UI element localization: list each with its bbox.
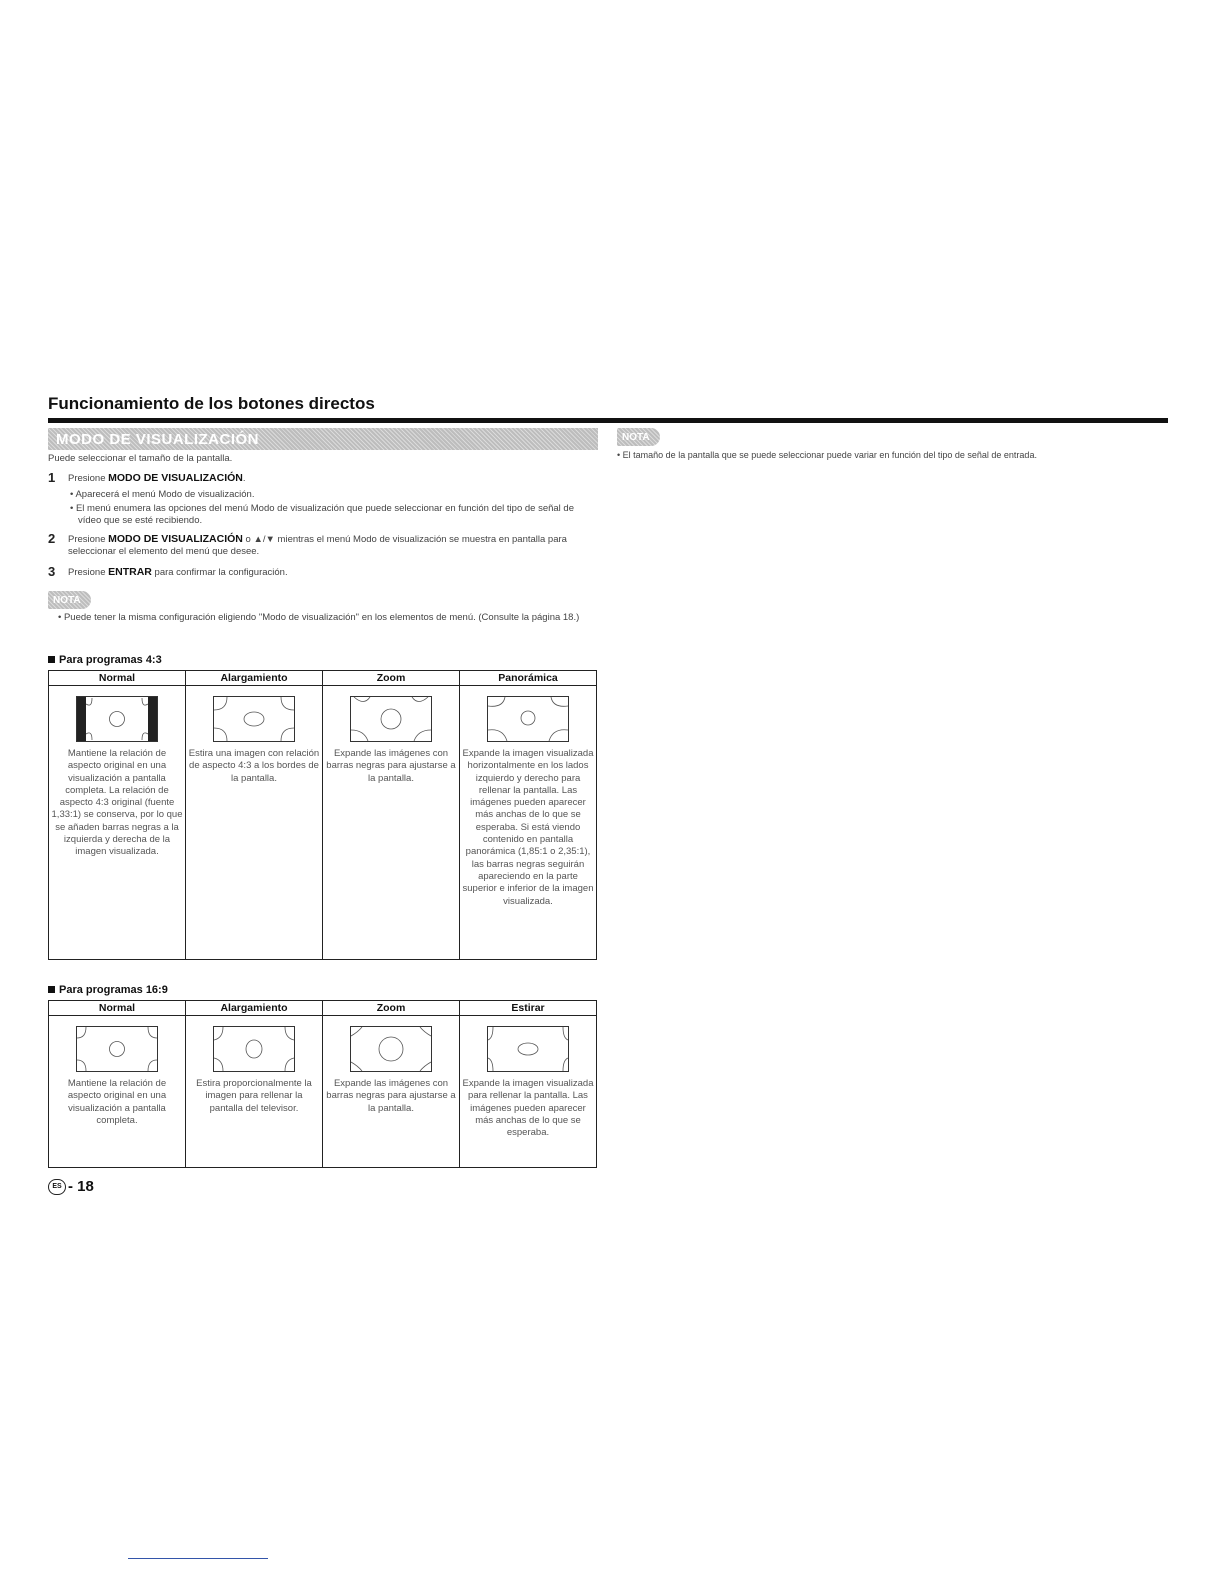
page-number-text: - 18 xyxy=(68,1178,94,1195)
footer-line xyxy=(128,1558,268,1559)
title-rule xyxy=(48,418,1168,423)
page-title: Funcionamiento de los botones directos xyxy=(48,394,375,413)
column-header: Alargamiento xyxy=(186,671,323,686)
nota-badge-label: NOTA xyxy=(622,431,650,443)
screen-stretch-icon xyxy=(213,1026,295,1072)
nota-badge xyxy=(48,591,91,609)
table-169 xyxy=(48,1000,597,1168)
mode-cell xyxy=(186,1016,323,1168)
page-number xyxy=(48,1178,94,1195)
mode-cell xyxy=(323,1016,460,1168)
step-1-bullet: • Aparecerá el menú Modo de visualización. xyxy=(70,489,255,500)
screen-panoramic-icon xyxy=(487,696,569,742)
step-2-text: Presione MODO DE VISUALIZACIÓN o ▲/▼ mientras el menú Modo de visualización se muestra en pantalla para seleccionar el elemento del menú que desee. xyxy=(68,533,567,557)
screen-stretch-icon xyxy=(213,696,295,742)
mode-cell xyxy=(323,686,460,960)
section-banner-label: MODO DE VISUALIZACIÓN xyxy=(56,430,260,448)
mode-description: Expande la imagen visualizada horizontalmente en los lados izquierdo y derecho para rellenar la pantalla. Las imágenes pueden aparecer más anchas de lo que se esperaba. Si está viendo contenido en pantalla panorámica (1,85:1 o 2,35:1), las barras negras seguirán apareciendo en la parte superior e inferior de la imagen visualizada. xyxy=(462,748,594,907)
mode-cell xyxy=(49,686,186,960)
screen-zoom-icon xyxy=(350,1026,432,1072)
intro-text: Puede seleccionar el tamaño de la pantalla. xyxy=(48,453,233,464)
screen-normal-icon xyxy=(76,1026,158,1072)
column-header: Alargamiento xyxy=(186,1001,323,1016)
section-banner xyxy=(48,428,598,450)
screen-stretch-wide-icon xyxy=(487,1026,569,1072)
table-169-heading: Para programas 16:9 xyxy=(48,984,168,996)
screen-zoom-icon xyxy=(350,696,432,742)
step-1-number: 1 xyxy=(48,470,56,485)
mode-cell xyxy=(460,686,597,960)
mode-description: Expande las imágenes con barras negras para ajustarse a la pantalla. xyxy=(326,1078,456,1114)
column-header: Normal xyxy=(49,1001,186,1016)
step-3-text: Presione ENTRAR para confirmar la configuración. xyxy=(68,566,288,578)
table-43 xyxy=(48,670,597,960)
mode-cell xyxy=(186,686,323,960)
column-header: Normal xyxy=(49,671,186,686)
step-1-bullet: • El menú enumera las opciones del menú Modo de visualización que puede seleccionar en función del tipo de señal de vídeo que se esté recibiendo. xyxy=(70,503,574,526)
step-3-number: 3 xyxy=(48,564,56,579)
mode-cell xyxy=(49,1016,186,1168)
mode-description: Mantiene la relación de aspecto original en una visualización a pantalla completa. xyxy=(67,1078,167,1126)
mode-description: Mantiene la relación de aspecto original en una visualización a pantalla completa. La relación de aspecto 4:3 original (fuente 1,33:1) se conserva, por lo que se añaden barras negras a la izquierda y derecha de la imagen visualizada. xyxy=(51,748,183,858)
mode-description: Expande la imagen visualizada para rellenar la pantalla. Las imágenes pueden aparecer más anchas de lo que se esperaba. xyxy=(462,1078,594,1139)
table-43-heading: Para programas 4:3 xyxy=(48,654,162,666)
column-header: Zoom xyxy=(323,1001,460,1016)
mode-description: Estira una imagen con relación de aspecto 4:3 a los bordes de la pantalla. xyxy=(188,748,320,784)
nota-badge-right xyxy=(617,428,660,446)
step-2-number: 2 xyxy=(48,531,56,546)
column-header: Zoom xyxy=(323,671,460,686)
nota-text-right: • El tamaño de la pantalla que se puede seleccionar puede variar en función del tipo de señal de entrada. xyxy=(617,450,1037,460)
column-header: Panorámica xyxy=(460,671,597,686)
square-bullet-icon xyxy=(48,986,55,993)
column-header: Estirar xyxy=(460,1001,597,1016)
mode-description: Expande las imágenes con barras negras para ajustarse a la pantalla. xyxy=(326,748,456,784)
nota-badge-label: NOTA xyxy=(53,594,81,606)
square-bullet-icon xyxy=(48,656,55,663)
screen-normal-icon xyxy=(76,696,158,742)
step-1-text: Presione MODO DE VISUALIZACIÓN. xyxy=(68,472,246,484)
mode-description: Estira proporcionalmente la imagen para rellenar la pantalla del televisor. xyxy=(196,1078,312,1114)
nota-text: • Puede tener la misma configuración eligiendo "Modo de visualización" en los elementos de menú. (Consulte la página 18.) xyxy=(58,612,580,623)
language-badge: ES xyxy=(48,1179,66,1195)
mode-cell xyxy=(460,1016,597,1168)
